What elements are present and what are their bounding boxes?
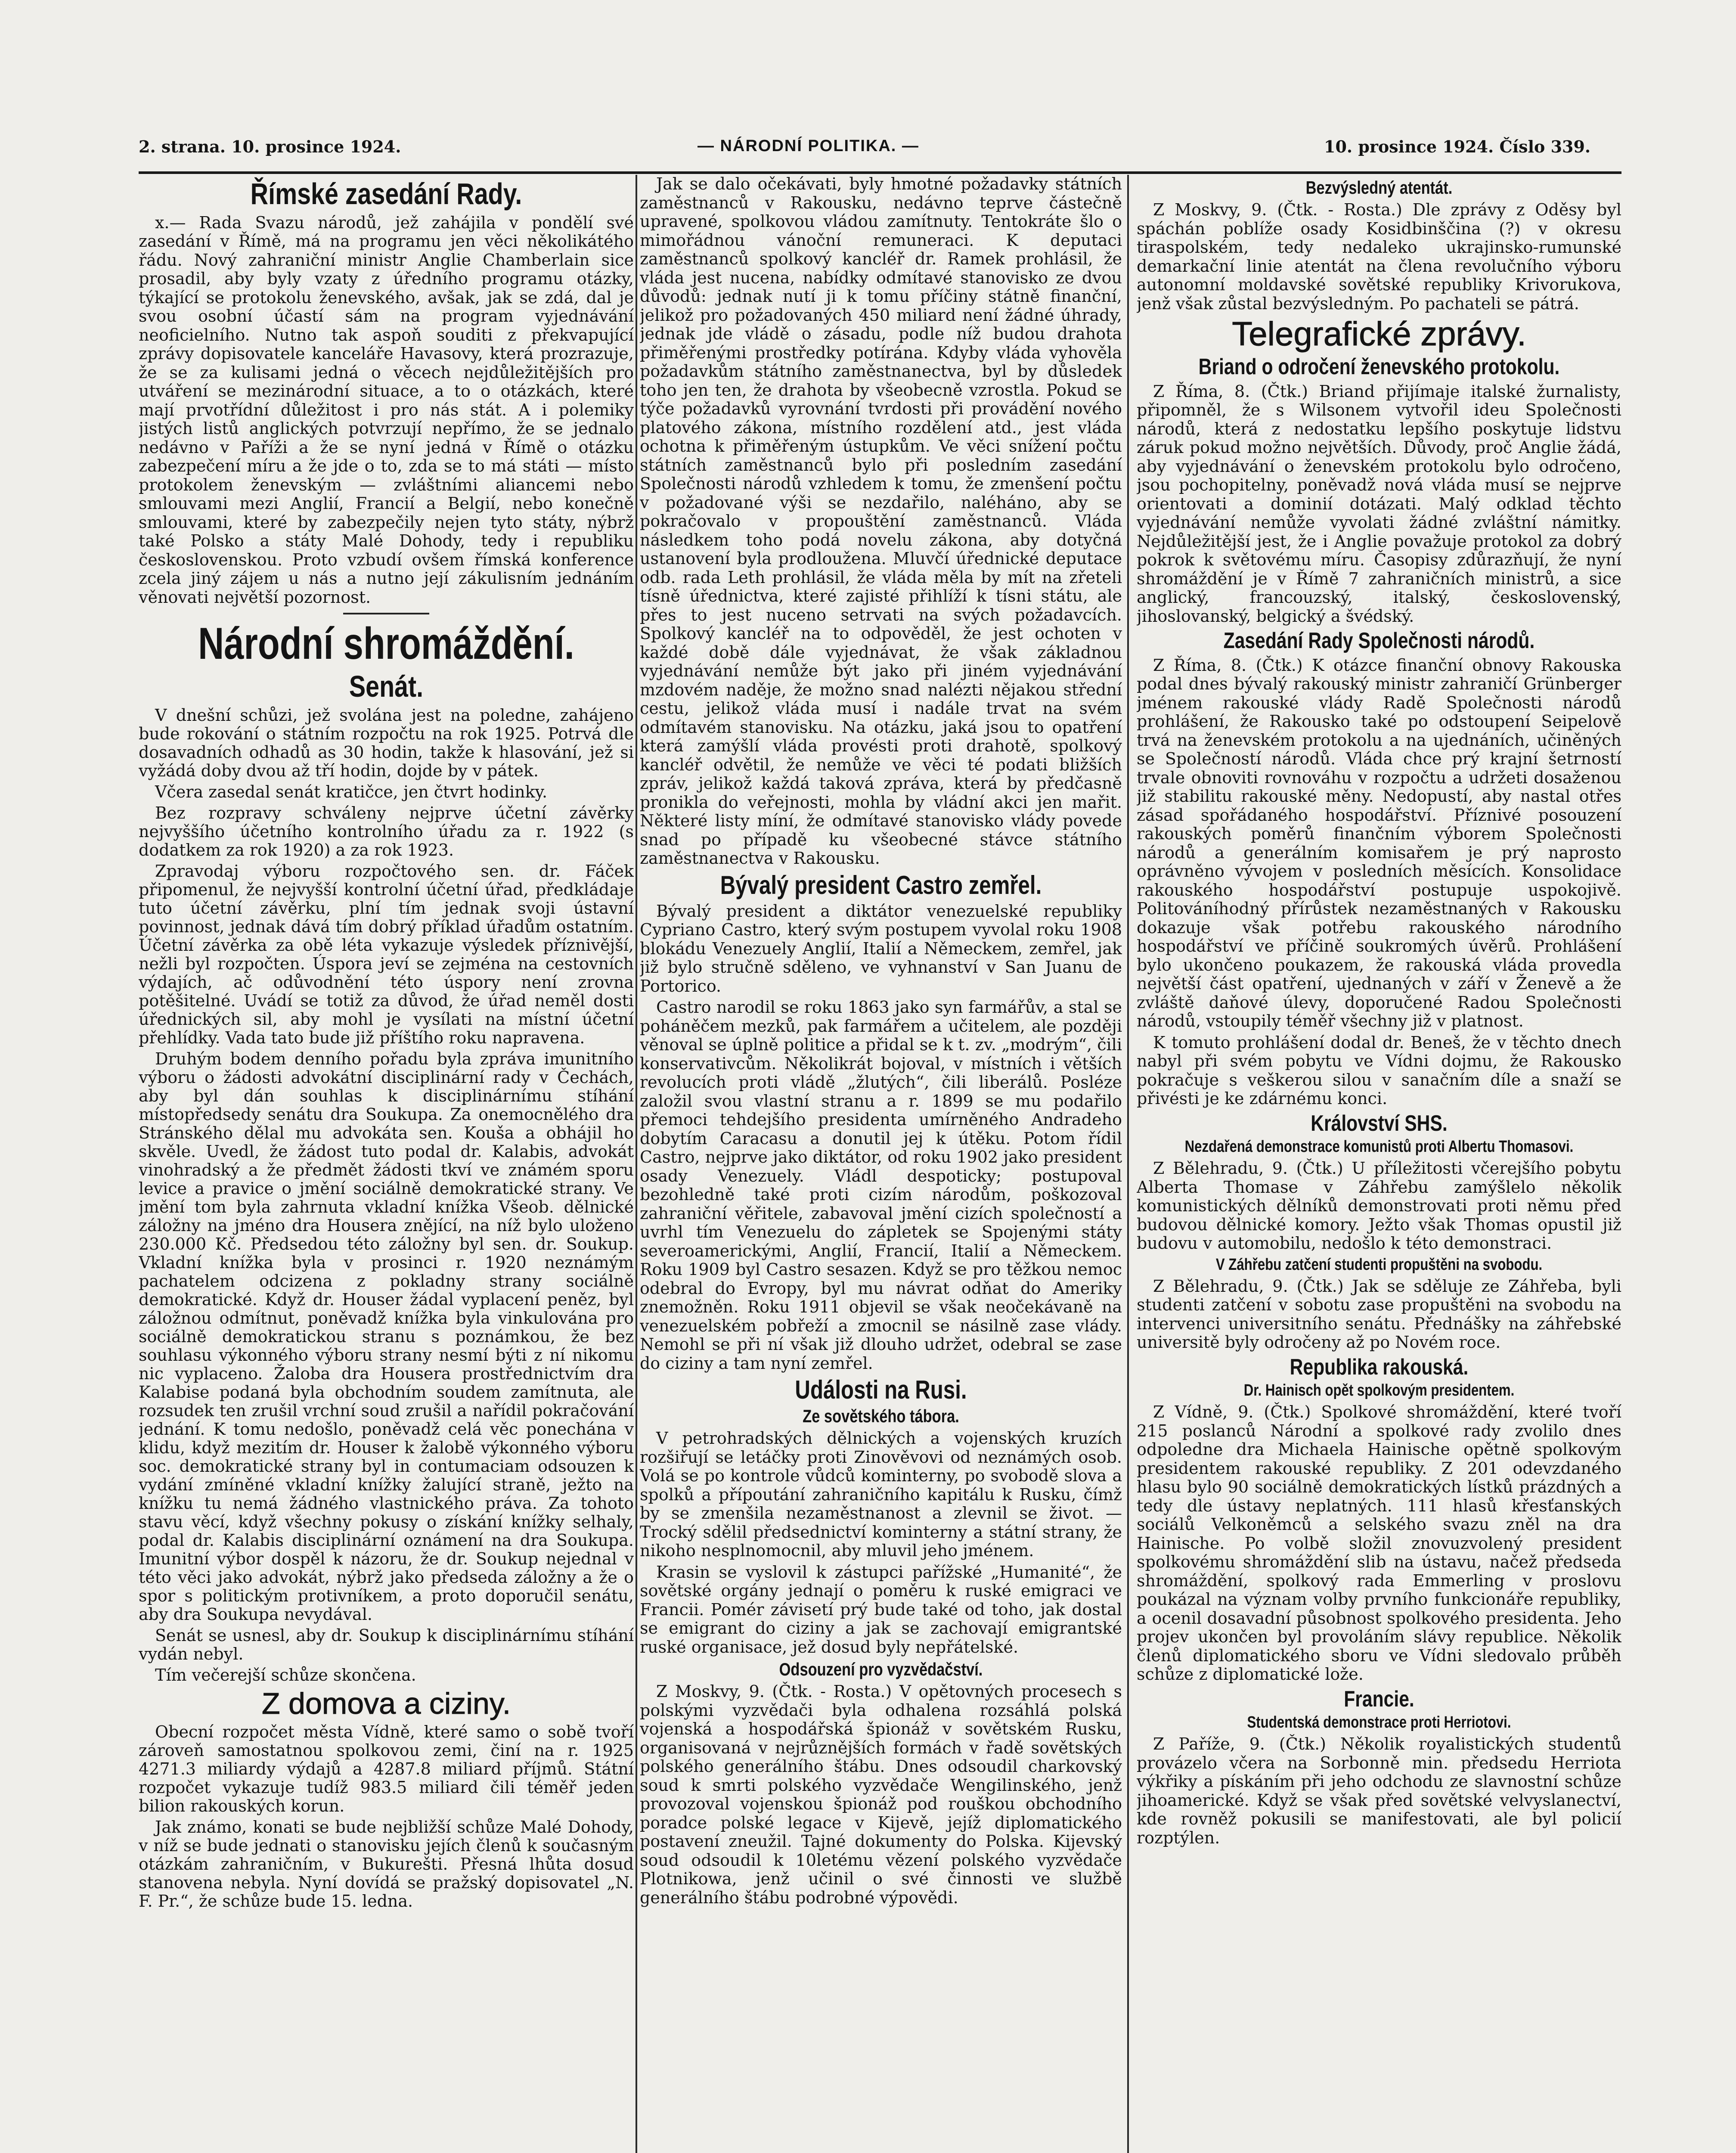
castro-paragraph: Castro narodil se roku 1863 jako syn farmářův, a stal se poháněčem mezků, pak farmářem a učitelem, ale později věnoval se úplně politice a přidal se k t. zv. „modrým“, čili konservativcům. Několikrát bojoval, v místních i větších revolucích proti vládě „žlutých“, čili liberálů. Posléze založil svou vlastní stranu a r. 1899 se mu podařilo přemoci tehdejšího presidenta umírněného Andradeho dobytím Caracasu a donutil jej k útěku. Potom řídil Castro, nejprve jako diktátor, od roku 1902 jako president osady Venezuely. Vládl despoticky; postupoval bezohledně také proti cizím národům, poškozoval zahraniční věřitele, zabavoval jmění cizích společností a uvrhl tím Venezuelu do zápletek se Spojenými státy severoamerickými, Anglií, Francií, Italií a Německem. Roku 1909 byl Castro sesazen. Když se pro těžkou nemoc odebral do Evropy, byl mu návrat odňat do Ameriky znemožněn. Roku 1911 objevil se však neočekávaně na venezuelském pobřeží a zmocnil se násilně zase vlády. Nemohl se při ní však již dlouho udržet, odebral se zase do ciziny a tam nyní zemřel. <box>640 998 1122 1373</box>
rakousko-zamestnanci-article: Jak se dalo očekávati, byly hmotné požadavky státních zaměstnanců v Rakousku, nedávno teprve částečně upravené, spolkovou vládou zamítnuty. Tentokráte šlo o mimořádnou vánoční remuneraci. K deputaci zaměstnanců spolkový kancléř dr. Ramek prohlásil, že vláda jest nucena, nabídky odmítavé stanovisko ze dvou důvodů: jednak nutí ji k tomu příčiny státně finanční, jelikož pro požadovaných 450 miliard není žádné úhrady, jednak jde vládě o zásadu, podle níž budou drahota přiměřenými prostředky potírána. Kdyby vláda vyhověla požadavkům státního zaměstnanectva, byl by důsledek toho jen ten, že drahota by všeobecně vzrostla. Pokud se týče požadavků vyrovnání tvrdosti při provádění nového platového zákona, místního rozdělení atd., jest vláda ochotna k přiměřeným ústupkům. Ve věci snížení počtu státních zaměstnanců bylo při posledním zasedání Společnosti národů vzhledem k tomu, že zmenšení počtu v požadované výši se nezdařilo, naléháno, aby se pokračovalo v propouštění zaměstnanců. Vláda následkem toho podá novelu zákona, aby dotyčná ustanovení byla prodloužena. Mluvčí úřednické deputace odb. rada Leth prohlásil, že vláda měla by mít na zřeteli tísně úřednictva, které zajisté přihlíží k tísni státu, ale přes to jest nuceno setrvati na svých požadavcích. Spolkový kancléř na to odpověděl, že jest ochoten v každé době dále vyjednávat, že však základnou vyjednávání nemůže být jako při jiném vyjednávání mzdovém naděje, že možno snad nalézti nějakou střední cestu, jelikož vláda musí i nadále trvat na svém odmítavém stanovisku. Na otázku, jaká jsou to opatření která zamýšlí vláda provésti proti drahotě, spolkový kancléř odvětil, že nemůže ve věci té podati bližších zpráv, jelikož každá taková zpráva, která by předčasně pronikla do veřejnosti, mohla by vládní akci jen mařit. Některé listy míní, že odmítavé stanovisko vlády povede snad po případě ku všeobecné stávce státního zaměstnanectva v Rakousku. <box>640 175 1122 868</box>
column-2 <box>640 175 1122 2153</box>
senat-paragraph: Tím večerejší schůze skončena. <box>155 1665 416 1685</box>
senat-paragraph: Senát se usnesl, aby dr. Soukup k disciplinárnímu stíhání vydán nebyl. <box>139 1626 634 1663</box>
senat-paragraph: Druhým bodem denního pořadu byla zpráva imunitního výboru o žádosti advokátní disciplinární rady v Čechách, aby byl dán souhlas k disciplinárnímu stíhání místopředsedy senátu dra Soukupa. Za onemocnělého dra Stránského dělal mu advokáta sen. Kouša a obhájil ho skvěle. Uvedl, že žádost tuto podal dr. Kalabis, advokát vinohradský a že předmět žádosti tkví ve známém sporu levice a pravice o jmění sociálně demokratické strany. Ve jmění tom byla zahrnuta vkladní knížka Všeob. dělnické záložny na jméno dra Housera znějící, na níž bylo uloženo 230.000 Kč. Předsedou této záložny byl sen. dr. Soukup. Vkladní knížka byla v prosinci r. 1920 neznámým pachatelem odcizena z pokladny strany sociálně demokratické. Když dr. Houser žádal vyplacení peněz, byl záložnou odmítnut, poněvadž knížka byla vinkulována pro sociálně demokratickou stranu s poznámkou, že bez souhlasu výkonného výboru strany nesmí býti z ní nikomu nic vyplaceno. Žaloba dra Housera prostřednictvím dra Kalabise podaná byla obchodním soudem zamítnuta, ale rozsudek ten zrušil vrchní soud zrušil a nařídil pokračování jednání. K tomu nedošlo, poněvadž celá věc ponechána v klidu, když mezitím dr. Houser k žalobě výkonného výboru soc. demokratické strany byl in contumaciam odsouzen k vydání zmíněné vkladní knížky žalující straně, ježto na knížku tu nemá žádného vlastnického práva. Za tohoto stavu věcí, když všechny pokusy o získání knížky selhaly, podal dr. Kalabis disciplinární oznámení na dra Soukupa. Imunitní výbor dospěl k názoru, že dr. Soukup nejednal v této věci jako advokát, nýbrž jako předseda záložny a že o spor s politickým protivníkem, a proto doporučil senátu, aby dra Soukupa nevydával. <box>139 1049 634 1624</box>
senat-paragraph: Včera zasedal senát kratičce, jen čtvrt hodinky. <box>155 782 548 801</box>
castro-paragraph: Bývalý president a diktátor venezuelské republiky Cypriano Castro, který svým postupem vyvolal roku 1908 blokádu Venezuely Anglií, Italií a Německem, zemřel, jak již bylo stručně sděleno, ve vyhnanství v San Juanu de Portorico. <box>640 901 1122 996</box>
column-3 <box>1137 175 1621 2153</box>
atentat-title: Bezvýsledný atentát. <box>1305 177 1453 198</box>
senat-paragraph: Zpravodaj výboru rozpočtového sen. dr. Fáček připomenul, že nejvyšší kontrolní účetní úřad, předkládaje tuto účetní závěrku, plní tím jednak svoji ústavní povinnost, jednak dává tím dobrý příklad úřadům ostatním. Účetní závěrka za obě léta vykazuje výsledek příznivější, nežli byl rozpočten. Úspora jeví se zejména na cestovních výdajích, ač odůvodnění této úspory není zrovna potěšitelné. Uvádí se totiž za důvod, že úřad neměl dosti úřednických sil, aby mohl je vysílati na místní účetní přehlídky. Vada tato bude již příštího roku napravena. <box>139 861 634 1047</box>
rusi-paragraph: V petrohradských dělnických a vojenských kruzích rozšiřují se letáčky proti Zinověvovi od neznámých osob. Volá se po kontrole vůdců kominterny, po svobodě slova a spolků a přípoutání zahraničního kapitálu k Rusku, čímž by se zmenšila nezaměstnanost a zlevnil se život. — Trocký sdělil předsednictví kominterny a státní strany, že nikoho nesplnomocnil, aby mluvil jeho jménem. <box>640 1429 1122 1560</box>
castro-title: Bývalý president Castro zemřel. <box>720 870 1042 900</box>
shs-article-2: Z Bělehradu, 9. (Čtk.) Jak se sděluje ze Záhřeba, byli studenti zatčení v sobotu zase propuštěni na svobodu na intervenci universitního senátu. Přednášky na záhřebské universitě byly odročeny až po Novém roce. <box>1137 1276 1621 1352</box>
atentat-article: Z Moskvy, 9. (Čtk. - Rosta.) Dle zprávy z Oděsy byl spáchán poblíže osady Kosidbinščina (?) v okresu tiraspolském, tedy nedaleko ukrajinsko-rumunské demarkační linie atentát na člena revolučního výboru autonomní moldavské sovětské republiky Krivorukova, jenž však zůstal bezvýsledným. Po pachateli se pátrá. <box>1137 200 1621 313</box>
senat-paragraph: V dnešní schůzi, jež svolána jest na poledne, zahájeno bude rokování o státním rozpočtu na rok 1925. Potrvá dle dosavadních odhadů as 30 hodin, takže k hlasování, jež si vyžádá doby dvou až tří hodin, dojde by v pátek. <box>139 705 634 780</box>
header-rule <box>139 171 1621 174</box>
zasedani-paragraph: K tomuto prohlášení dodal dr. Beneš, že v těchto dnech nabyl při svém pobytu ve Vídni dojmu, že Rakousko pokračuje s veškerou silou v sanačním díle a snaží se přivésti je ke zdárnému konci. <box>1137 1033 1621 1108</box>
zasedani-paragraph: Z Říma, 8. (Čtk.) K otázce finanční obnovy Rakouska podal dnes bývalý rakouský ministr zahraničí Grünberger jménem rakouské vlády Radě Společnosti národů prohlášení, že Rakousko také po odstoupení Seipelově trvá na ženevském protokolu a na ujednáních, učiněných se Společností národů. Vláda chce prý krajní šetrností trvale obnoviti rovnováhu v rozpočtu a udržeti dosaženou již stabilitu rakouské měny. Nedopustí, aby nastal otřes zásad spořádaného hospodářství. Příznivé posouzení rakouských poměrů finančním výborem Společnosti národů a generálním komisařem je prý naprosto oprávněno vývojem v posledních měsících. Konsolidace rakouského hospodářství postupuje uspokojivě. Politováníhodný přírůstek nezaměstnaných v Rakousku dokazuje však potřebu rakouského národního hospodářství ve příčině soukromých úvěrů. Prohlášení bylo ukončeno poukazem, že rakouská vláda provedla největší část opatření, ujednaných v září v Ženevě a že zvláště daňové úlevy, doporučené Radou Společnosti národů, vstoupily téměř všechny již v platnost. <box>1137 655 1621 1031</box>
narodni-shromazdeni-title: Národní shromáždění. <box>198 619 574 669</box>
briand-article: Z Říma, 8. (Čtk.) Briand přijímaje italské žurnalisty, připomněl, že s Wilsonem vytvořil ideu Společnosti národů, která z nedostatku lepšího poskytuje lidstvu záruk pokud možno největších. Důvody, proč Anglie žádá, aby vyjednávání o ženevském protokolu bylo odročeno, jsou pochopitelny, poněvadž nová vláda musí se nejprve orientovati a dominií dotázati. Malý odklad těchto vyjednávání nemůže vyvolati žádné zvláštní námitky. Nejdůležitější jest, že i Anglie považuje protokol za dobrý pokrok k světovému míru. Časopisy zdůrazňují, že nyní shromáždění je v Římě 7 zahraničních ministrů, a sice anglický, francouzský, italský, československý, jihoslovanský, belgický a švédský. <box>1137 382 1621 626</box>
herriot-subtitle: Studentská demonstrace proti Herriotovi. <box>1247 1713 1511 1732</box>
column-divider-2 <box>1127 175 1129 2153</box>
herriot-article: Z Paříže, 9. (Čtk.) Několik royalistických studentů provázelo včera na Sorbonně min. předsedu Herriota výkřiky a pískáním při jeho odchodu ze slavnostní schůze jihoamerické. Když se však před sovětské velvyslanectví, kde rovněž pokusili se manifestovati, ale byl policií rozptýlen. <box>1137 1734 1621 1847</box>
senat-paragraph: Bez rozpravy schváleny nejprve účetní závěrky nejvyššího účetního kontrolního úřadu za r. 1922 (s dodatkem za rok 1920) a za rok 1923. <box>139 803 634 859</box>
shs-subtitle-2: V Záhřebu zatčení studenti propuštěni na svobodu. <box>1215 1255 1543 1274</box>
senat-title: Senát. <box>349 670 424 704</box>
briand-title: Briand o odročení ženevského protokolu. <box>1198 354 1560 379</box>
z-domova-paragraph: Obecní rozpočet města Vídně, které samo o sobě tvoří zároveň samostatnou spolkovou zemi, činí na r. 1925 4271.3 miliardy výdajů a 4287.8 miliard příjmů. Státní rozpočet vykazuje tudíž 983.5 miliard čili téměř jeden bilion rakouských korun. <box>139 1722 634 1816</box>
odsouzeni-title: Odsouzení pro vyzvědačství. <box>779 1659 983 1680</box>
header-left-date: 2. strana. 10. prosince 1924. <box>139 137 401 156</box>
republika-rakouska-title: Republika rakouská. <box>1290 1354 1469 1380</box>
odsouzeni-article: Z Moskvy, 9. (Čtk. - Rosta.) V opětovných procesech s polskými vyzvědači byla odhalena rozsáhlá polská vojenská a hospodářská špionáž v sovětském Rusku, organisovaná v nejrůznějších formách v řadě sovětských polského generálního štábu. Dnes odsoudil charkovský soud k smrti polského vyzvědače Wengilinského, jenž provozoval vojenskou špionáž pod rouškou obchodního poradce polské legace v Kijevě, jejíž diplomatického postavení zneužil. Tajné dokumenty do Polska. Kijevský soud odsoudil k 10letému vězení polského vyzvědače Plotnikowa, jenž učinil o své činnosti ve službě generálního štábu podrobné výpovědi. <box>640 1682 1122 1907</box>
shs-subtitle-1: Nezdařená demonstrace komunistů proti Albertu Thomasovi. <box>1184 1138 1574 1156</box>
rimske-article: x.— Rada Svazu národů, jež zahájila v pondělí své zasedání v Římě, má na programu jen věci několikátého řádu. Nový zahraniční ministr Anglie Chamberlain sice prosadil, aby byly vzaty z úředního programu otázky, týkající se protokolu ženevského, avšak, jak se zdá, dal je svou osobní účastí sám na program vyjednávání neoficielního. Nutno tak aspoň souditi z překvapující zprávy dopisovatele kanceláře Havasovy, která prozrazuje, že se za kulisami jedná o věcech nejdůležitějších pro utváření se mezinárodní situace, a to o otázkách, které mají prvotřídní důležitost i pro nás stát. A i polemiky jistých listů anglických potvrzují nepřímo, že se jednalo nedávno v Paříži a že se nyní jedná v Římě o otázku zabezpečení míru a že jde o to, zda se to má státi — místo protokolem ženevským — zvláštními aliancemi nebo smlouvami mezi Anglií, Francií a Belgií, nebo konečně smlouvami, které by zabezpečily nejen tyto státy, nýbrž také Polsko a státy Malé Dohody, tedy i republiku československou. Proto vzbudí ovšem římská konference zcela jiný zájem u nás a nutno její zákulisním jednáním věnovati největší pozornost. <box>139 213 634 607</box>
z-domova-paragraph: Jak známo, konati se bude nejbližší schůze Malé Dohody, v níž se bude jednati o stanovisku jejích členů k současným otázkám zahraničním, v Bukurešti. Přesná lhůta dosud stanovena nebyla. Nyní dovídá se pražský dopisovatel „N. F. Pr.“, že schůze bude 15. ledna. <box>139 1818 634 1911</box>
column-1 <box>139 175 634 2153</box>
column-divider-1 <box>636 175 637 2153</box>
hainisch-subtitle: Dr. Hainisch opět spolkovým presidentem. <box>1243 1381 1515 1400</box>
telegraficke-zpravy-title: Telegrafické zprávy. <box>1232 315 1526 353</box>
zasedani-rady-title: Zasedání Rady Společnosti národů. <box>1223 628 1535 654</box>
udalosti-na-rusi-title: Události na Rusi. <box>795 1375 967 1404</box>
rusi-paragraph: Krasin se vyslovil k zástupci pařížské „Humanité“, že sovětské orgány jednají o poměru k ruské emigraci ve Francii. Pomér závisetí prý bude také od toho, jak dostal se emigrant do ciziny a jak se zachovají emigrantské ruské organisace, jež dosud byly nepřátelské. <box>640 1562 1122 1657</box>
francie-title: Francie. <box>1344 1686 1414 1712</box>
sovetsky-tabor-subtitle: Ze sovětského tábora. <box>803 1406 959 1426</box>
header-masthead: — NÁRODNÍ POLITIKA. — <box>698 137 919 155</box>
z-domova-title: Z domova a ciziny. <box>261 1686 511 1720</box>
header-right-date: 10. prosince 1924. Číslo 339. <box>1324 137 1591 156</box>
rimske-title: Římské zasedání Rady. <box>250 177 522 211</box>
kralovstvi-shs-title: Království SHS. <box>1311 1111 1448 1136</box>
separator <box>343 613 429 614</box>
shs-article-1: Z Bělehradu, 9. (Čtk.) U příležitosti včerejšího pobytu Alberta Thomase v Záhřebu zamýšlelo několik komunistických dělníků demonstrovati proti němu před budovou dělnické komory. Ježto však Thomas opustil již budovu v automobilu, nedošlo k této demonstraci. <box>1137 1159 1621 1253</box>
hainisch-article: Z Vídně, 9. (Čtk.) Spolkové shromáždění, které tvoří 215 poslanců Národní a spolkové rady zvolilo dnes odpoledne dra Michaela Hainische opětně spolkovým presidentem rakouské republiky. Z 201 odevzdaného hlasu bylo 90 sociálně demokratických lístků prázdných a tedy dle ústavy neplatných. 111 hlasů křesťanských sociálů Velkoněmců a selského svazu zněl na dra Hainische. Po volbě složil znovuzvolený president spolkovému shromáždění slib na ústavu, načež předseda shromáždění, spolkový rada Emmerling v proslovu poukázal na význam volby prvního funkcionáře republiky, a ocenil dosavadní působnost spolkového presidenta. Jeho projev ukončen byl provoláním slávy republice. Několik členů diplomatického sboru ve Vídni sledovalo průběh schůze z diplomatické lože. <box>1137 1402 1621 1684</box>
